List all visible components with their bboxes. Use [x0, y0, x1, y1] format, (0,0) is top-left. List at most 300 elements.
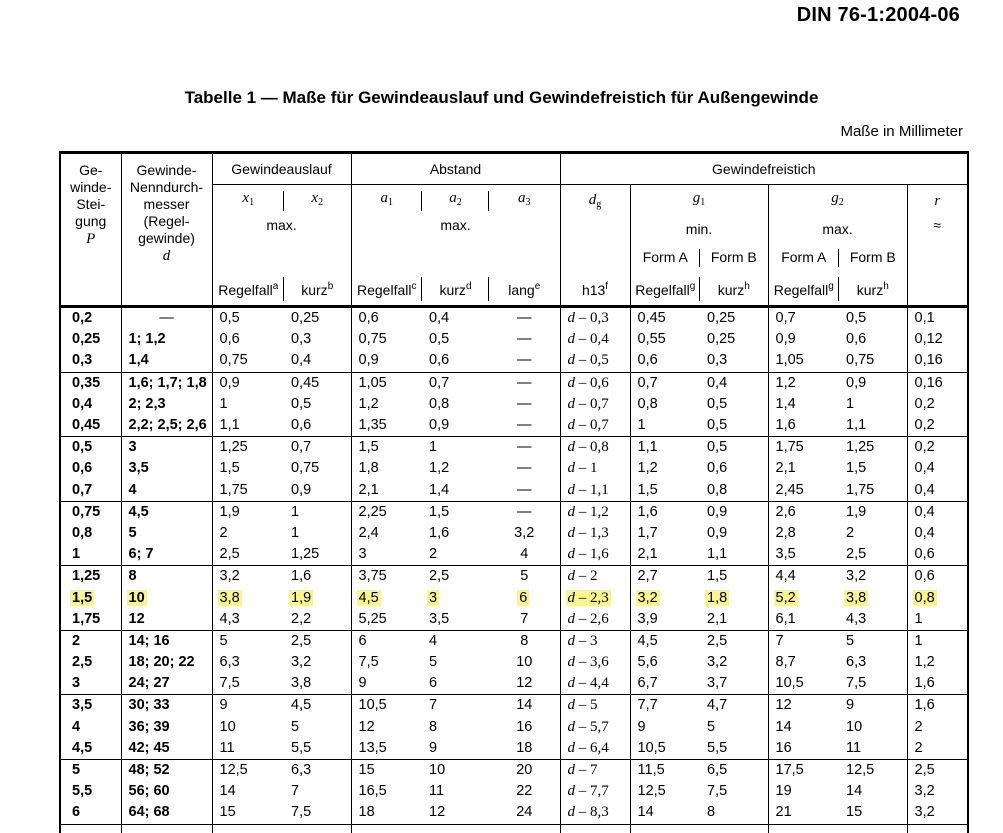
- cell-r: 2: [907, 717, 968, 738]
- cell-r: 0,8: [907, 587, 968, 608]
- cell-P: 0,8: [60, 523, 121, 544]
- header-steigung: Ge- winde- Stei- gung P: [60, 153, 121, 307]
- cell-d: 14; 16: [121, 630, 212, 652]
- cell-g2B: 1,75: [839, 480, 907, 502]
- cell-x2: 0,6: [284, 415, 351, 437]
- cell-g1B: 0,5: [700, 415, 768, 437]
- cell-x1: 9: [212, 695, 284, 717]
- cell-empty: [284, 824, 351, 833]
- cell-g2A: 5,2: [768, 587, 839, 608]
- cell-g1A: 14: [630, 802, 700, 824]
- cell-g2B: 0,9: [846, 374, 867, 391]
- cell-x1: 2,5: [212, 544, 284, 566]
- cell-g2A: 1,2: [768, 372, 839, 394]
- cell-a1: 5,25: [351, 609, 422, 631]
- header-g1-form-a: Form A: [630, 243, 700, 271]
- sub-g1b: kurz$^h$: [700, 271, 768, 307]
- cell-g2A: 1,75: [768, 437, 839, 459]
- header-a1: $a_1$: [351, 185, 422, 216]
- cell-g2A: 12: [768, 695, 839, 717]
- header-max-abstand: max.: [351, 215, 560, 271]
- cell-a2: 2: [422, 544, 489, 566]
- cell-r: 0,6: [907, 566, 968, 588]
- cell-d: 3: [121, 437, 212, 459]
- cell-x1: 4,3: [212, 609, 284, 631]
- cell-g1A: 7,7: [630, 695, 700, 717]
- cell-a2: 4: [429, 632, 438, 649]
- cell-x2: 0,75: [291, 460, 320, 477]
- cell-empty: [60, 824, 121, 833]
- cell-a3: 3,2: [514, 524, 535, 541]
- cell-P: 5,5: [60, 781, 121, 802]
- header-g1: $g_1$: [630, 185, 768, 216]
- cell-r: 0,4: [907, 523, 968, 544]
- cell-x2: 1,25: [284, 544, 351, 566]
- cell-r: 3,2: [907, 781, 968, 802]
- cell-g2A: 1,6: [768, 415, 839, 437]
- cell-empty: [839, 824, 907, 833]
- cell-dg: d – 1,2: [560, 501, 630, 523]
- cell-r: 0,6: [907, 544, 968, 566]
- table-row: [60, 501, 968, 523]
- cell-P: 4: [60, 717, 121, 738]
- table-row: [60, 695, 968, 717]
- header-x1: $x_1$: [212, 185, 284, 216]
- header-gewindefreistich: Gewindefreistich: [560, 153, 968, 185]
- cell-dg: d – 0,5: [560, 350, 630, 372]
- cell-a1: 0,9: [351, 350, 422, 372]
- cell-a1: 18: [351, 802, 422, 824]
- table-row: [60, 544, 968, 566]
- table-row-cutoff: [60, 824, 968, 833]
- cell-g2B: 9: [846, 697, 855, 714]
- cell-x1: 1,75: [212, 480, 284, 502]
- cell-x1: 5: [212, 630, 284, 652]
- cell-dg: d – 8,3: [560, 802, 630, 824]
- cell-r: 0,12: [907, 329, 968, 350]
- cell-g1B: 2,1: [700, 609, 768, 631]
- dimension-table: [59, 151, 967, 833]
- cell-d: 8: [121, 566, 212, 588]
- cell-a1: 3,75: [351, 566, 422, 588]
- cell-g1B: 1,1: [700, 544, 768, 566]
- cell-a1: 10,5: [351, 695, 422, 717]
- cell-a3: 14: [516, 697, 533, 714]
- cell-x1: 3,2: [212, 566, 284, 588]
- cell-g1B: 0,6: [707, 460, 728, 477]
- cell-x1: 1,9: [212, 501, 284, 523]
- cell-g2B: 3,2: [846, 568, 867, 585]
- cell-a1: 2,25: [351, 501, 422, 523]
- cell-g1B: 8: [700, 802, 768, 824]
- cell-g1B: 3,7: [700, 673, 768, 695]
- cell-a3: —: [489, 350, 560, 372]
- cell-g2A: 8,7: [768, 652, 839, 673]
- cell-dg: d – 3,6: [560, 652, 630, 673]
- cell-g1B: 0,5: [707, 395, 728, 412]
- cell-a1: 1,05: [351, 372, 422, 394]
- cell-g2A: 1,4: [768, 394, 839, 415]
- cell-x2: 7,5: [284, 802, 351, 824]
- header-max-auslauf: max.: [212, 215, 351, 271]
- cell-empty: [212, 824, 284, 833]
- cell-d: 1,6; 1,7; 1,8: [121, 372, 212, 394]
- cell-a2: 3: [429, 589, 438, 606]
- table-row: [60, 587, 968, 608]
- cell-dg: d – 3: [560, 630, 630, 652]
- cell-empty: [630, 824, 700, 833]
- cell-g2B: 14: [846, 783, 863, 800]
- cell-dg: d – 6,4: [560, 738, 630, 760]
- cell-d: 64; 68: [121, 802, 212, 824]
- cell-a3: 5: [520, 568, 529, 585]
- cell-g2B: 5: [846, 632, 855, 649]
- cell-g2B: 12,5: [846, 762, 875, 779]
- cell-x2: 0,5: [291, 395, 312, 412]
- sub-x2: kurz$^b$: [284, 271, 351, 307]
- cell-a1: 1,8: [351, 458, 422, 479]
- cell-x2: 0,4: [284, 350, 351, 372]
- cell-a1: 2,4: [351, 523, 422, 544]
- cell-x1: 0,9: [212, 372, 284, 394]
- cell-empty: [700, 824, 768, 833]
- cell-g1A: 0,45: [630, 307, 700, 330]
- cell-a3: 16: [516, 718, 533, 735]
- cell-r: 0,1: [907, 307, 968, 330]
- cell-a1: 16,5: [351, 781, 422, 802]
- cell-a1: 2,1: [351, 480, 422, 502]
- cell-d: 2,2; 2,5; 2,6: [121, 415, 212, 437]
- header-a2: $a_2$: [422, 185, 489, 216]
- cell-dg: d – 1,1: [560, 480, 630, 502]
- cell-a1: 4,5: [351, 587, 422, 608]
- cell-a2: 1,6: [429, 524, 450, 541]
- cell-x1: 12,5: [212, 759, 284, 781]
- cell-d: 48; 52: [121, 759, 212, 781]
- cell-r: 2,5: [907, 759, 968, 781]
- cell-g1A: 3,2: [630, 587, 700, 608]
- cell-a3: —: [517, 503, 532, 520]
- cell-a1: 0,75: [351, 329, 422, 350]
- cell-x1: 11: [212, 738, 284, 760]
- cell-g1A: 9: [630, 717, 700, 738]
- cell-a3: 4: [489, 544, 560, 566]
- cell-r: 2: [907, 738, 968, 760]
- cell-g1B: 0,8: [700, 480, 768, 502]
- cell-a3: —: [517, 374, 532, 391]
- cell-g1A: 0,6: [630, 350, 700, 372]
- cell-a3: 8: [520, 632, 529, 649]
- table-row: [60, 480, 968, 502]
- cell-g2A: 21: [768, 802, 839, 824]
- cell-a3: 6: [519, 589, 528, 606]
- cell-g1A: 2,7: [630, 566, 700, 588]
- header-g2: $g_2$: [768, 185, 907, 216]
- table-row: [60, 329, 968, 350]
- cell-g1B: 0,4: [707, 374, 728, 391]
- cell-P: 5: [60, 759, 121, 781]
- cell-dg: d – 2,3: [560, 587, 630, 608]
- cell-g1A: 11,5: [630, 759, 700, 781]
- table-row: [60, 652, 968, 673]
- cell-x2: 1: [291, 503, 300, 520]
- table-row: [60, 415, 968, 437]
- cell-g2A: 2,6: [768, 501, 839, 523]
- cell-g1A: 5,6: [630, 652, 700, 673]
- cell-a2: 9: [422, 738, 489, 760]
- cell-g1A: 3,9: [630, 609, 700, 631]
- cell-a1: 12: [351, 717, 422, 738]
- cell-P: 3,5: [60, 695, 121, 717]
- cell-a2: 1,4: [422, 480, 489, 502]
- cell-x2: 0,9: [284, 480, 351, 502]
- cell-g2A: 7: [768, 630, 839, 652]
- cell-g2A: 17,5: [768, 759, 839, 781]
- cell-a3: 22: [516, 783, 533, 800]
- cell-g1B: 5: [707, 718, 716, 735]
- cell-x2: 7: [291, 783, 300, 800]
- cell-g1B: 6,5: [707, 762, 728, 779]
- cell-g2B: 1: [846, 395, 855, 412]
- cell-a1: 13,5: [351, 738, 422, 760]
- cell-dg: d – 0,7: [560, 415, 630, 437]
- cell-r: 0,16: [907, 350, 968, 372]
- cell-r: 0,16: [907, 372, 968, 394]
- cell-a2: 0,5: [429, 331, 450, 348]
- units-note: Maße in Millimeter: [840, 123, 963, 140]
- cell-x1: 3,8: [212, 587, 284, 608]
- cell-a1: 1,5: [351, 437, 422, 459]
- cell-g1B: 2,5: [707, 632, 728, 649]
- cell-dg: d – 1,3: [560, 523, 630, 544]
- cell-x2: 1: [291, 524, 300, 541]
- cell-a3: —: [517, 439, 532, 456]
- table-row: [60, 781, 968, 802]
- cell-g2A: 2,1: [768, 458, 839, 479]
- cell-g1B: 7,5: [707, 783, 728, 800]
- cell-d: 1,4: [121, 350, 212, 372]
- cell-a1: 3: [351, 544, 422, 566]
- cell-dg: d – 7: [560, 759, 630, 781]
- cell-g1B: 0,25: [707, 310, 736, 327]
- cell-P: 0,75: [60, 501, 121, 523]
- cell-d: 30; 33: [121, 695, 212, 717]
- cell-x2: 6,3: [291, 762, 312, 779]
- cell-g2B: 3,8: [846, 589, 867, 606]
- cell-g2A: 19: [768, 781, 839, 802]
- cell-g2A: 2,45: [768, 480, 839, 502]
- cell-a1: 6: [351, 630, 422, 652]
- cell-a2: 1,2: [429, 460, 450, 477]
- cell-x1: 1,25: [212, 437, 284, 459]
- cell-P: 0,3: [60, 350, 121, 372]
- cell-g2A: 2,8: [768, 523, 839, 544]
- header-nenndurchmesser: Gewinde- Nenndurch- messer (Regel- gewinde) d: [121, 153, 212, 307]
- cell-r: 1: [907, 609, 968, 631]
- header-dg: $d_g$: [560, 185, 630, 272]
- cell-dg: d – 7,7: [560, 781, 630, 802]
- cell-g2B: 0,6: [846, 331, 867, 348]
- cell-P: 4,5: [60, 738, 121, 760]
- cell-a2: 10: [429, 762, 446, 779]
- cell-dg: d – 0,7: [560, 394, 630, 415]
- cell-g2B: 0,75: [839, 350, 907, 372]
- cell-empty: [560, 824, 630, 833]
- cell-a2: 7: [429, 697, 438, 714]
- cell-x2: 3,2: [291, 654, 312, 671]
- cell-g2B: 2: [846, 524, 855, 541]
- cell-g2A: 10,5: [768, 673, 839, 695]
- cell-r: 0,2: [907, 394, 968, 415]
- cell-P: 0,4: [60, 394, 121, 415]
- cell-a3: 20: [516, 762, 533, 779]
- cell-a2: 0,7: [429, 374, 450, 391]
- cell-g1A: 10,5: [630, 738, 700, 760]
- cell-g1A: 1,7: [630, 523, 700, 544]
- cell-g2A: 0,7: [768, 307, 839, 330]
- sub-a3: lang$^e$: [489, 271, 560, 307]
- cell-g2A: 16: [768, 738, 839, 760]
- cell-a3: 10: [516, 654, 533, 671]
- header-approx: ≈: [907, 215, 968, 271]
- cell-P: 2: [60, 630, 121, 652]
- cell-r: 1,2: [907, 652, 968, 673]
- cell-g2B: 1,25: [846, 439, 875, 456]
- table-row: [60, 566, 968, 588]
- header-max-g2: max.: [768, 215, 907, 243]
- cell-d: 42; 45: [121, 738, 212, 760]
- cell-x2: 2,2: [284, 609, 351, 631]
- cell-x1: 0,6: [212, 329, 284, 350]
- cell-a2: 0,9: [422, 415, 489, 437]
- table-body: [60, 307, 968, 833]
- cell-g2A: 0,9: [768, 329, 839, 350]
- table-row: [60, 802, 968, 824]
- cell-P: 2,5: [60, 652, 121, 673]
- cell-P: 1,75: [60, 609, 121, 631]
- cell-x1: 7,5: [212, 673, 284, 695]
- cell-g1A: 0,8: [630, 394, 700, 415]
- cell-a3: —: [489, 415, 560, 437]
- cell-a1: 9: [351, 673, 422, 695]
- cell-x2: 0,25: [291, 310, 320, 327]
- cell-d: 56; 60: [121, 781, 212, 802]
- cell-empty: [121, 824, 212, 833]
- cell-d: 18; 20; 22: [121, 652, 212, 673]
- cell-a2: 12: [422, 802, 489, 824]
- cell-d: 24; 27: [121, 673, 212, 695]
- sub-g2b: kurz$^h$: [839, 271, 907, 307]
- cell-dg: d – 0,3: [560, 307, 630, 330]
- cell-dg: d – 5,7: [560, 717, 630, 738]
- header-x2: $x_2$: [284, 185, 351, 216]
- cell-empty: [489, 824, 560, 833]
- cell-a3: 12: [489, 673, 560, 695]
- header-r: r: [907, 185, 968, 216]
- cell-g1A: 6,7: [630, 673, 700, 695]
- cell-dg: d – 2: [560, 566, 630, 588]
- cell-g2B: 11: [839, 738, 907, 760]
- cell-g1A: 1: [630, 415, 700, 437]
- cell-a1: 0,6: [351, 307, 422, 330]
- cell-a2: 5: [429, 654, 438, 671]
- cell-dg: d – 0,6: [560, 372, 630, 394]
- cell-x1: 1: [212, 394, 284, 415]
- cell-d: 3,5: [121, 458, 212, 479]
- cell-a1: 7,5: [351, 652, 422, 673]
- cell-a2: 11: [429, 783, 445, 800]
- cell-a3: 7: [489, 609, 560, 631]
- cell-x1: 14: [212, 781, 284, 802]
- cell-a3: —: [517, 310, 532, 327]
- cell-g2B: 1,1: [839, 415, 907, 437]
- cell-a2: 2,5: [429, 568, 450, 585]
- table-row: [60, 437, 968, 459]
- cell-a2: 0,6: [422, 350, 489, 372]
- cell-a3: —: [517, 460, 532, 477]
- cell-a2: 6: [422, 673, 489, 695]
- cell-g1A: 0,7: [630, 372, 700, 394]
- table-row: [60, 609, 968, 631]
- cell-r: 1: [907, 630, 968, 652]
- cell-a2: 1: [429, 439, 438, 456]
- cell-g1A: 1,5: [630, 480, 700, 502]
- cell-a2: 1,5: [429, 503, 450, 520]
- cell-g2B: 4,3: [839, 609, 907, 631]
- cell-g2B: 6,3: [846, 654, 867, 671]
- cell-dg: d – 2,6: [560, 609, 630, 631]
- cell-a1: 15: [351, 759, 422, 781]
- cell-a1: 1,2: [351, 394, 422, 415]
- cell-x2: 1,6: [291, 568, 312, 585]
- cell-d: —: [121, 307, 212, 330]
- cell-r: 0,4: [907, 458, 968, 479]
- cell-r: 1,6: [907, 673, 968, 695]
- cell-x1: 1,5: [212, 458, 284, 479]
- cell-x1: 6,3: [212, 652, 284, 673]
- cell-d: 6; 7: [121, 544, 212, 566]
- cell-g1A: 1,2: [630, 458, 700, 479]
- header-g2-form-a: Form A: [768, 243, 839, 271]
- cell-d: 4,5: [121, 501, 212, 523]
- cell-dg: d – 5: [560, 695, 630, 717]
- cell-g2A: 1,05: [768, 350, 839, 372]
- cell-P: 1: [60, 544, 121, 566]
- cell-d: 36; 39: [121, 717, 212, 738]
- cell-r: 1,6: [907, 695, 968, 717]
- table-row: [60, 673, 968, 695]
- table-row: [60, 458, 968, 479]
- cell-a3: 18: [489, 738, 560, 760]
- cell-P: 0,5: [60, 437, 121, 459]
- table-row: [60, 630, 968, 652]
- cell-g1B: 0,5: [707, 439, 728, 456]
- header-g1-form-b: Form B: [700, 243, 768, 271]
- cell-d: 5: [121, 523, 212, 544]
- cell-dg: d – 0,8: [560, 437, 630, 459]
- sub-a2: kurz$^d$: [422, 271, 489, 307]
- cell-g1B: 3,2: [707, 654, 728, 671]
- header-g2-form-b: Form B: [839, 243, 907, 271]
- cell-g2B: 2,5: [839, 544, 907, 566]
- cell-x1: 0,5: [212, 307, 284, 330]
- cell-P: 0,25: [60, 329, 121, 350]
- cell-g2B: 0,5: [846, 310, 867, 327]
- cell-a2: 0,4: [429, 310, 450, 327]
- cell-d: 4: [121, 480, 212, 502]
- cell-a3: 24: [489, 802, 560, 824]
- cell-g2B: 15: [839, 802, 907, 824]
